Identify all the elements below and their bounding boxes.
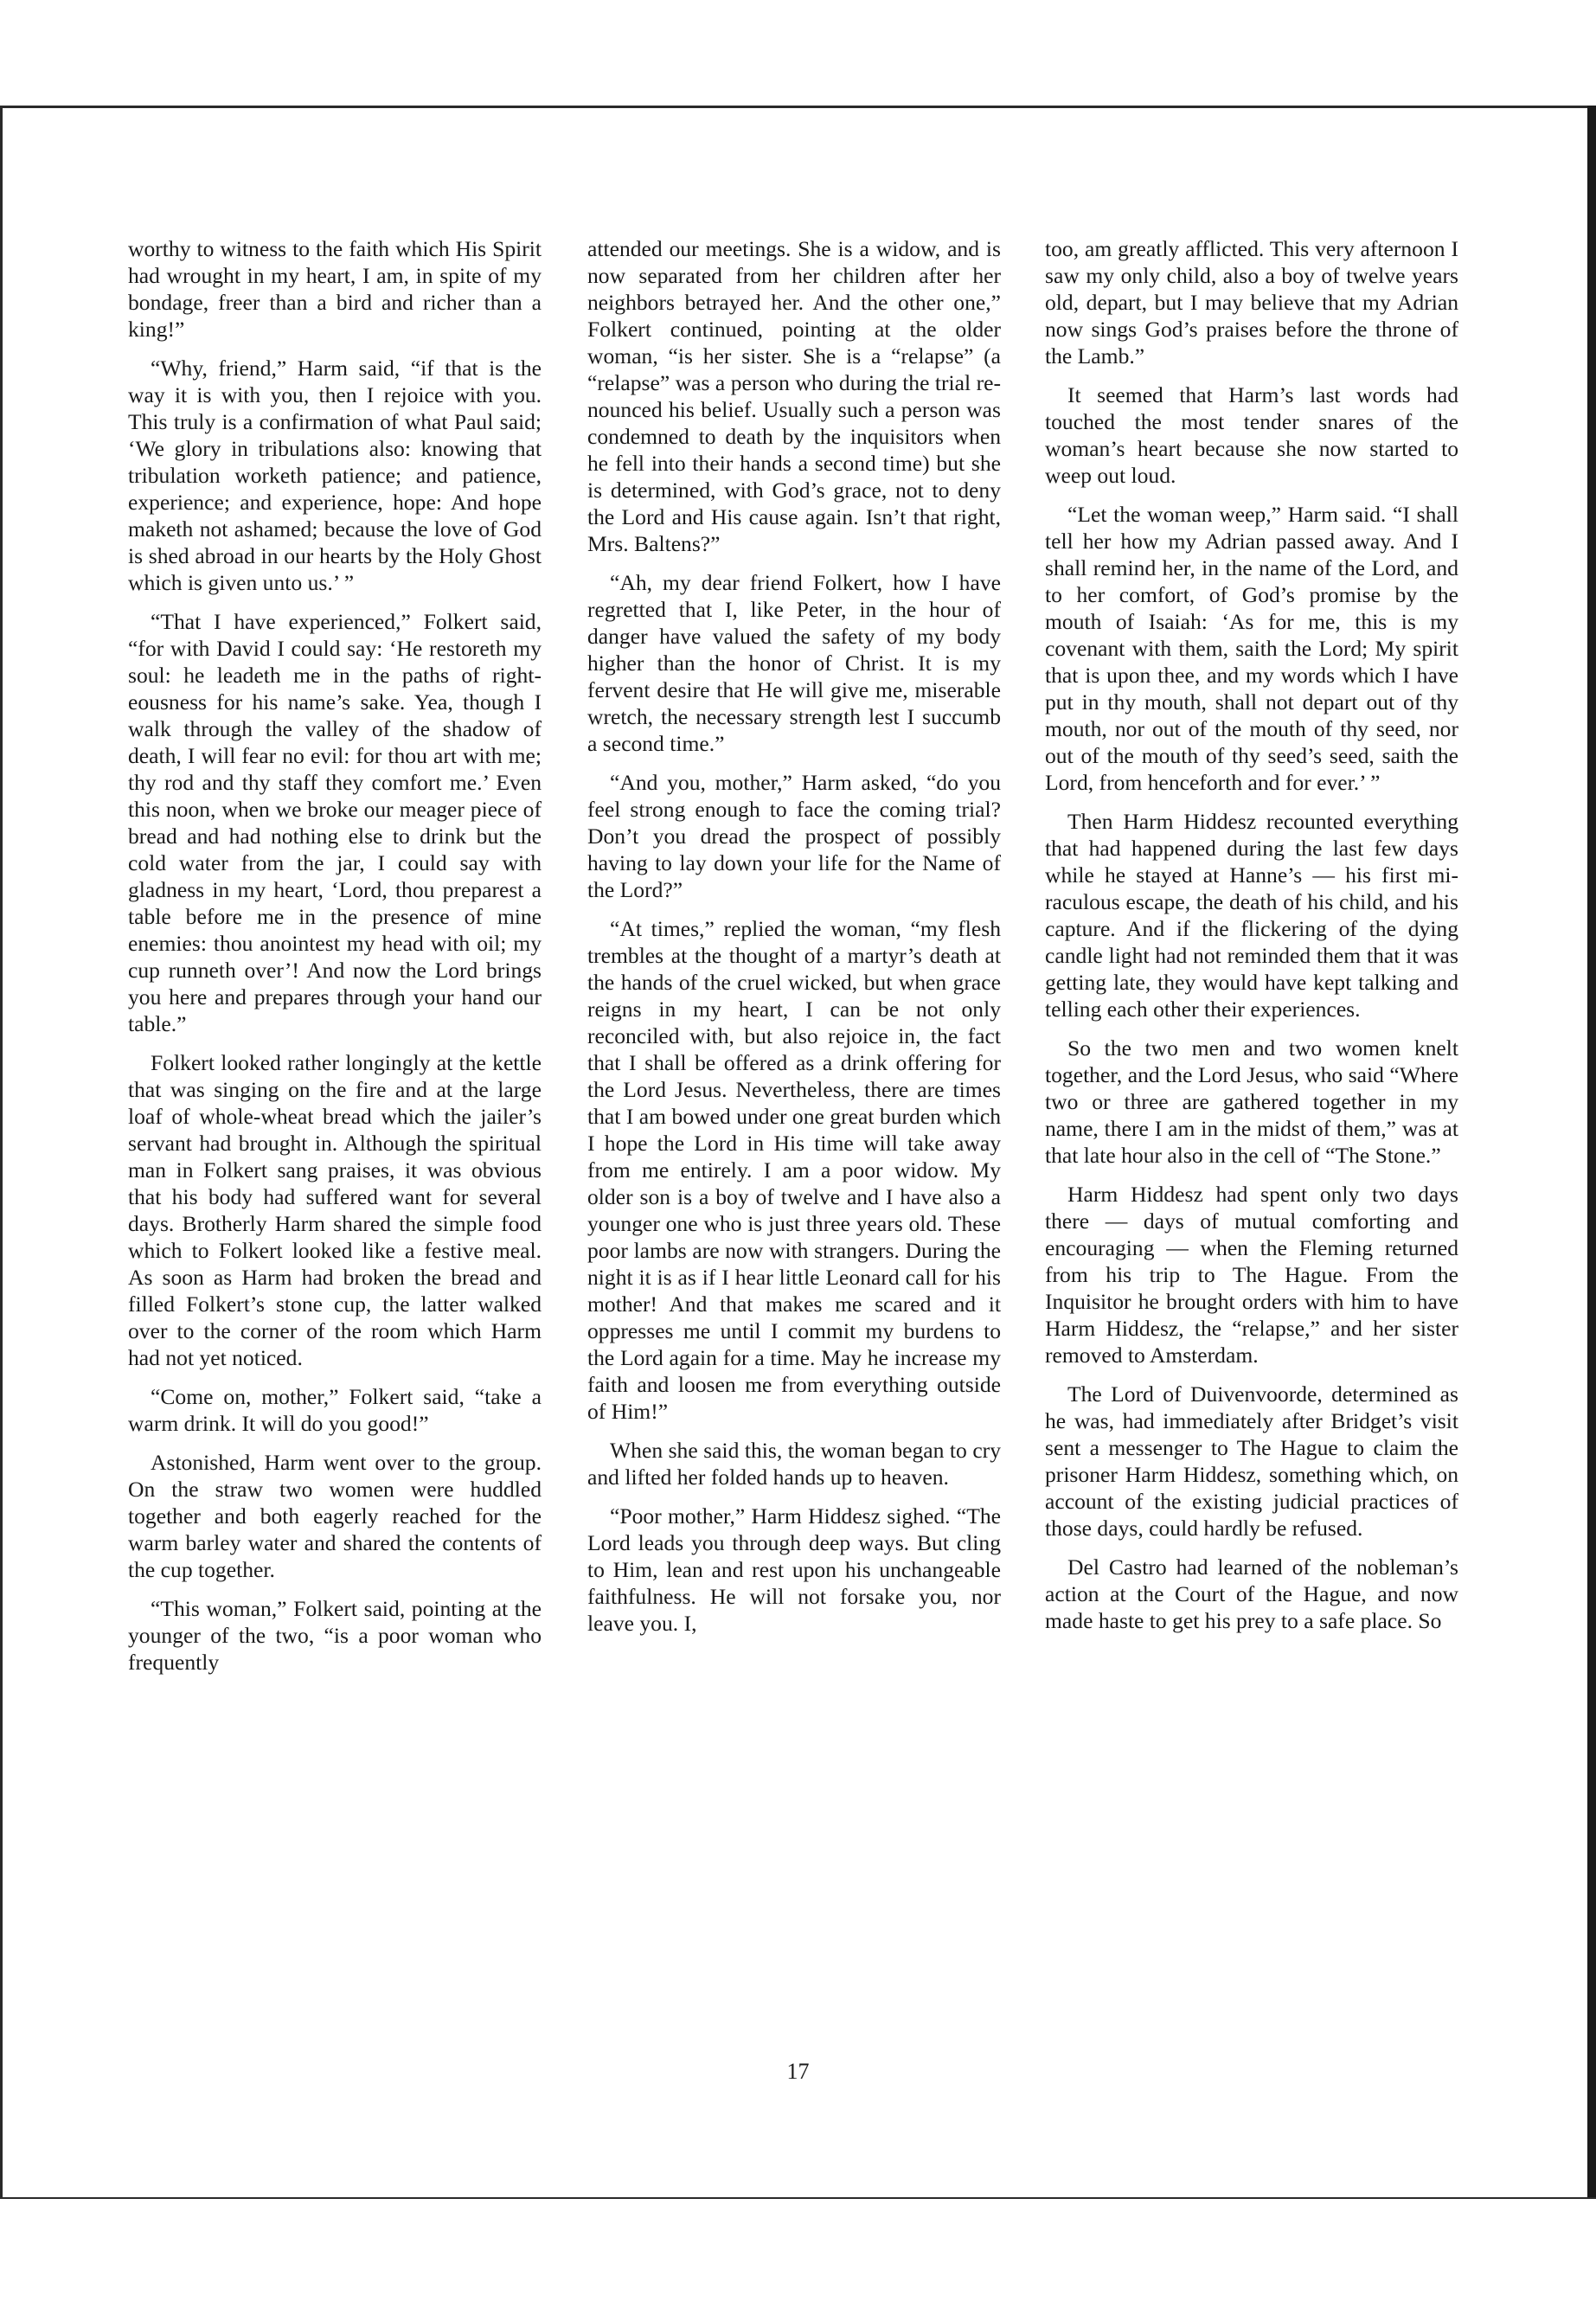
paragraph: When she said this, the woman began to cry and lifted her folded hands up to heaven. xyxy=(587,1438,1001,1490)
paragraph: Astonished, Harm went over to the group. On the straw two women were huddled together and both eagerly reached for the warm barley water and shared the contents of the cup together. xyxy=(128,1450,542,1582)
paragraph: worthy to witness to the faith which His Spirit had wrought in my heart, I am, in spite of my bondage, freer than a bird and richer than a king!” xyxy=(128,236,542,342)
paragraph: “That I have experienced,” Folkert said, “for with David I could say: ‘He restoreth my soul: he leadeth me in the paths of righteousness for his name’s sake. Yea, though I walk through the valley of the shadow of death, I will fear no evil: for thou art with me; thy rod and thy staff they comfort me.’ Even this noon, when we broke our meager piece of bread and had nothing else to drink but the cold water from the jar, I could say with gladness in my heart, ‘Lord, thou preparest a table before me in the presence of mine enemies: thou anointest my head with oil; my cup runneth over’! And now the Lord brings you here and prepares through your hand our table.” xyxy=(128,609,542,1036)
page-number: 17 xyxy=(786,2059,810,2084)
paragraph: So the two men and two women knelt together, and the Lord Jesus, who said “Where two or three are gathered together in my name, there I am in the midst of them,” was at that late hour also in the cell of “The Stone.” xyxy=(1045,1035,1458,1168)
paragraph: “Let the woman weep,” Harm said. “I shall tell her how my Adrian passed away. And I shall remind her, in the name of the Lord, and to her comfort, of God’s promise by the mouth of Isaiah: ‘As for me, this is my covenant with them, saith the Lord; My spirit that is upon thee, and my words which I have put in thy mouth, shall not depart out of thy mouth, nor out of the mouth of thy seed, nor out of the mouth of thy seed’s seed, saith the Lord, from henceforth and for ever.’ ” xyxy=(1045,502,1458,795)
paragraph: “At times,” replied the woman, “my flesh trembles at the thought of a martyr’s death at the hands of the cruel wicked, but when grace reigns in my heart, I can be not only reconciled with, but also rejoice in, the fact that I shall be offered as a drink offering for the Lord Jesus. Nevertheless, there are times that I am bowed under one great burden which I hope the Lord in His time will take away from me entirely. I am a poor widow. My older son is a boy of twelve and I have also a younger one who is just three years old. These poor lambs are now with strangers. During the night it is as if I hear little Leonard call for his mother! And that makes me scared and it oppresses me until I commit my burdens to the Lord again for a time. May he increase my faith and loosen me from everything outside of Him!” xyxy=(587,916,1001,1424)
text-column-3 xyxy=(1045,235,1458,1646)
paragraph: “Poor mother,” Harm Hiddesz sighed. “The Lord leads you through deep ways. But cling to Him, lean and rest upon his unchangeable faithfulness. He will not forsake you, nor leave you. I, xyxy=(587,1503,1001,1636)
paragraph: “This woman,” Folkert said, pointing at the younger of the two, “is a poor woman who frequently xyxy=(128,1596,542,1675)
page-border-left xyxy=(0,106,3,2199)
paragraph: Del Castro had learned of the nobleman’s action at the Court of the Hague, and now made haste to get his prey to a safe place. So xyxy=(1045,1554,1458,1633)
paragraph: Then Harm Hiddesz recounted everything that had happened during the last few days while he stayed at Hanne’s — his first miraculous escape, the death of his child, and his capture. And if the flickering of the dying candle light had not reminded them that it was getting late, they would have kept talking and telling each other their experiences. xyxy=(1045,809,1458,1022)
paragraph: “And you, mother,” Harm asked, “do you feel strong enough to face the coming trial? Don’t you dread the prospect of possibly having to lay down your life for the Name of the Lord?” xyxy=(587,770,1001,902)
paragraph: It seemed that Harm’s last words had touched the most tender snares of the woman’s heart because she now started to weep out loud. xyxy=(1045,382,1458,488)
text-column-1 xyxy=(128,235,542,1688)
paragraph: “Ah, my dear friend Folkert, how I have regretted that I, like Peter, in the hour of danger have valued the safety of my body higher than the honor of Christ. It is my fervent desire that He will give me, miserable wretch, the necessary strength lest I succumb a second time.” xyxy=(587,570,1001,756)
paragraph: Folkert looked rather longingly at the kettle that was singing on the fire and at the large loaf of whole-wheat bread which the jailer’s servant had brought in. Although the spiritual man in Folkert sang praises, it was obvious that his body had suffered want for several days. Brotherly Harm shared the simple food which to Folkert looked like a festive meal. As soon as Harm had broken the bread and filled Folkert’s stone cup, the latter walked over to the corner of the room which Harm had not yet noticed. xyxy=(128,1050,542,1370)
paragraph: Harm Hiddesz had spent only two days there — days of mutual comforting and encouraging — when the Fleming returned from his trip to The Hague. From the Inquisitor he brought orders with him to have Harm Hiddesz, the “relapse,” and her sister removed to Amsterdam. xyxy=(1045,1182,1458,1368)
paragraph: attended our meetings. She is a widow, and is now separated from her children after her neighbors betrayed her. And the other one,” Folkert continued, pointing at the older woman, “is her sister. She is a “relapse” (a “relapse” was a person who during the trial renounced his belief. Usually such a person was condemned to death by the inquisitors when he fell into their hands a second time) but she is determined, with God’s grace, not to deny the Lord and His cause again. Isn’t that right, Mrs. Baltens?” xyxy=(587,236,1001,556)
paragraph: too, am greatly afflicted. This very afternoon I saw my only child, also a boy of twelve years old, depart, but I may believe that my Adrian now sings God’s praises before the throne of the Lamb.” xyxy=(1045,236,1458,369)
page-border-right xyxy=(1587,106,1596,2199)
paragraph: The Lord of Duivenvoorde, determined as he was, had immediately after Bridget’s visit sent a messenger to The Hague to claim the prisoner Harm Hiddesz, something which, on account of the existing judicial practices of those days, could hardly be refused. xyxy=(1045,1381,1458,1541)
paragraph: “Why, friend,” Harm said, “if that is the way it is with you, then I rejoice with you. This truly is a confirmation of what Paul said; ‘We glory in tribulations also: knowing that tribulation worketh patience; and patience, experience; and experience, hope: And hope maketh not ashamed; because the love of God is shed abroad in our hearts by the Holy Ghost which is given unto us.’ ” xyxy=(128,356,542,595)
page-border-top xyxy=(0,106,1596,108)
page-border-bottom xyxy=(0,2197,1596,2199)
text-column-2 xyxy=(587,235,1001,1649)
paragraph: “Come on, mother,” Folkert said, “take a warm drink. It will do you good!” xyxy=(128,1384,542,1436)
